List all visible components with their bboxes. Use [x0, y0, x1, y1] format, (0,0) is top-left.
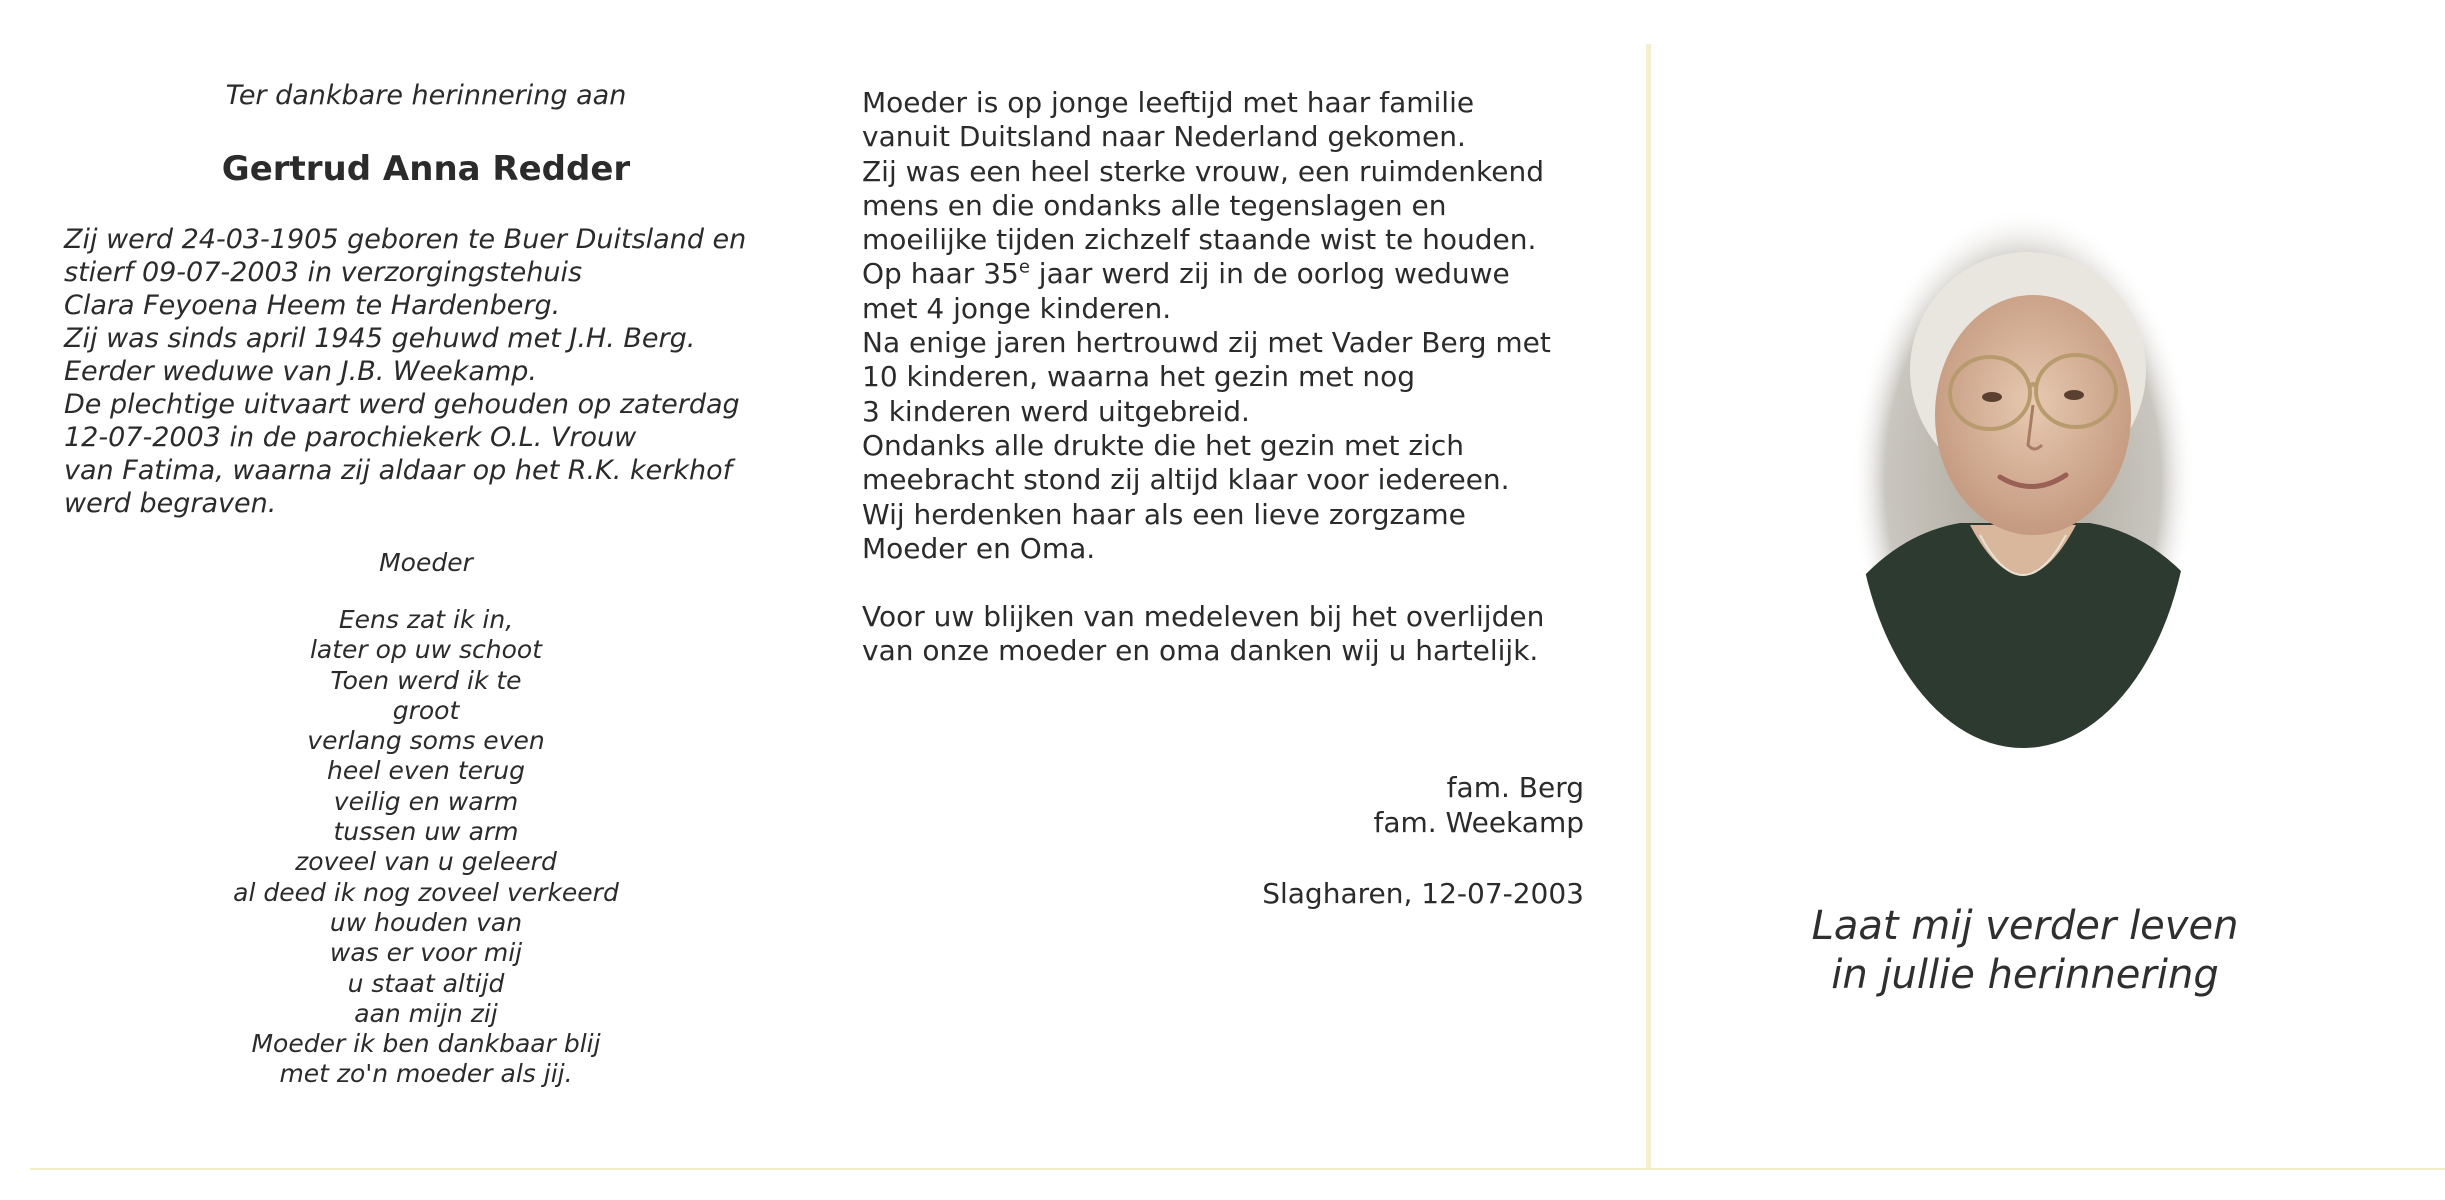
signatures — [1140, 770, 1584, 840]
story-line: mens en die ondanks alle tegenslagen en — [862, 188, 1447, 222]
poem-line: was er voor mij — [329, 938, 523, 968]
bio-line: Eerder weduwe van J.B. Weekamp. — [64, 356, 538, 387]
poem-line: groot — [392, 695, 460, 725]
bio-line: 12-07-2003 in de parochiekerk O.L. Vrouw — [64, 422, 637, 453]
signature-line: fam. Weekamp — [1373, 806, 1584, 839]
left-column — [64, 80, 764, 1090]
poem-line: uw houden van — [329, 907, 523, 937]
story-column — [862, 86, 1582, 669]
motto — [1740, 902, 2310, 1000]
poem-line: al deed ik nog zoveel verkeerd — [233, 877, 619, 907]
bio-line: Zij was sinds april 1945 gehuwd met J.H. Berg. — [64, 323, 696, 354]
portrait-illustration — [1850, 205, 2196, 755]
place-date: Slagharen, 12-07-2003 — [1262, 877, 1584, 910]
poem-line: zoveel van u geleerd — [295, 847, 557, 877]
poem-line: Eens zat ik in, — [338, 605, 514, 634]
story-line: Moeder is op jonge leeftijd met haar familie — [862, 86, 1475, 119]
story-line: Na enige jaren hertrouwd zij met Vader Berg met — [862, 326, 1551, 360]
paragraph-gap — [862, 566, 1582, 600]
motto-line: Laat mij verder leven — [1811, 903, 2239, 949]
story-line — [862, 257, 1582, 291]
poem-line: heel even terug — [326, 756, 526, 786]
bio-line: De plechtige uitvaart werd gehouden op zaterdag — [64, 389, 740, 420]
bio-line: Zij werd 24-03-1905 geboren te Buer Duitsland en — [64, 224, 747, 255]
story-line: Moeder en Oma. — [862, 531, 1096, 565]
story-line: moeilijke tijden zichzelf staande wist te houden. — [862, 223, 1537, 257]
story-text: jaar werd zij in de oorlog weduwe — [1029, 257, 1510, 291]
bio-line: van Fatima, waarna zij aldaar op het R.K. kerkhof — [64, 455, 733, 486]
intro-text: Ter dankbare herinnering aan — [225, 80, 627, 111]
portrait-photo — [1850, 205, 2196, 755]
poem-line: tussen uw arm — [333, 817, 519, 847]
story-line: 3 kinderen werd uitgebreid. — [862, 394, 1250, 428]
story-line: Wij herdenken haar als een lieve zorgzame — [862, 497, 1466, 531]
motto-line: in jullie herinnering — [1831, 952, 2219, 998]
poem-line: aan mijn zij — [354, 998, 498, 1028]
story-line: vanuit Duitsland naar Nederland gekomen. — [862, 120, 1466, 154]
poem-line: Moeder ik ben dankbaar blij — [251, 1029, 601, 1059]
ordinal-superscript: e — [1018, 257, 1030, 279]
story-line: 10 kinderen, waarna het gezin met nog — [862, 360, 1415, 394]
story-text: Op haar 35 — [862, 257, 1019, 291]
poem-line: u staat altijd — [347, 968, 505, 998]
poem-title: Moeder — [379, 548, 473, 577]
poem-line: later op uw schoot — [309, 635, 543, 665]
thanks-line: Voor uw blijken van medeleven bij het overlijden — [862, 600, 1545, 634]
story-line: Zij was een heel sterke vrouw, een ruimdenkend — [862, 154, 1544, 188]
thanks-line: van onze moeder en oma danken wij u hartelijk. — [862, 634, 1539, 668]
story-line: Ondanks alle drukte die het gezin met zich — [862, 428, 1465, 462]
bio-line: werd begraven. — [64, 488, 277, 519]
poem — [64, 605, 788, 1090]
deceased-name: Gertrud Anna Redder — [221, 149, 631, 189]
poem-line: verlang soms even — [307, 726, 545, 756]
story-line: meebracht stond zij altijd klaar voor iedereen. — [862, 463, 1510, 497]
story-line: met 4 jonge kinderen. — [862, 291, 1172, 325]
signature-line: fam. Berg — [1446, 771, 1584, 804]
poem-line: met zo'n moeder als jij. — [279, 1059, 573, 1089]
bio-line: Clara Feyoena Heem te Hardenberg. — [64, 290, 561, 321]
biography — [64, 223, 764, 520]
poem-line: Toen werd ik te — [330, 665, 522, 695]
poem-line: veilig en warm — [333, 786, 519, 816]
bio-line: stierf 09-07-2003 in verzorgingstehuis — [64, 257, 583, 288]
